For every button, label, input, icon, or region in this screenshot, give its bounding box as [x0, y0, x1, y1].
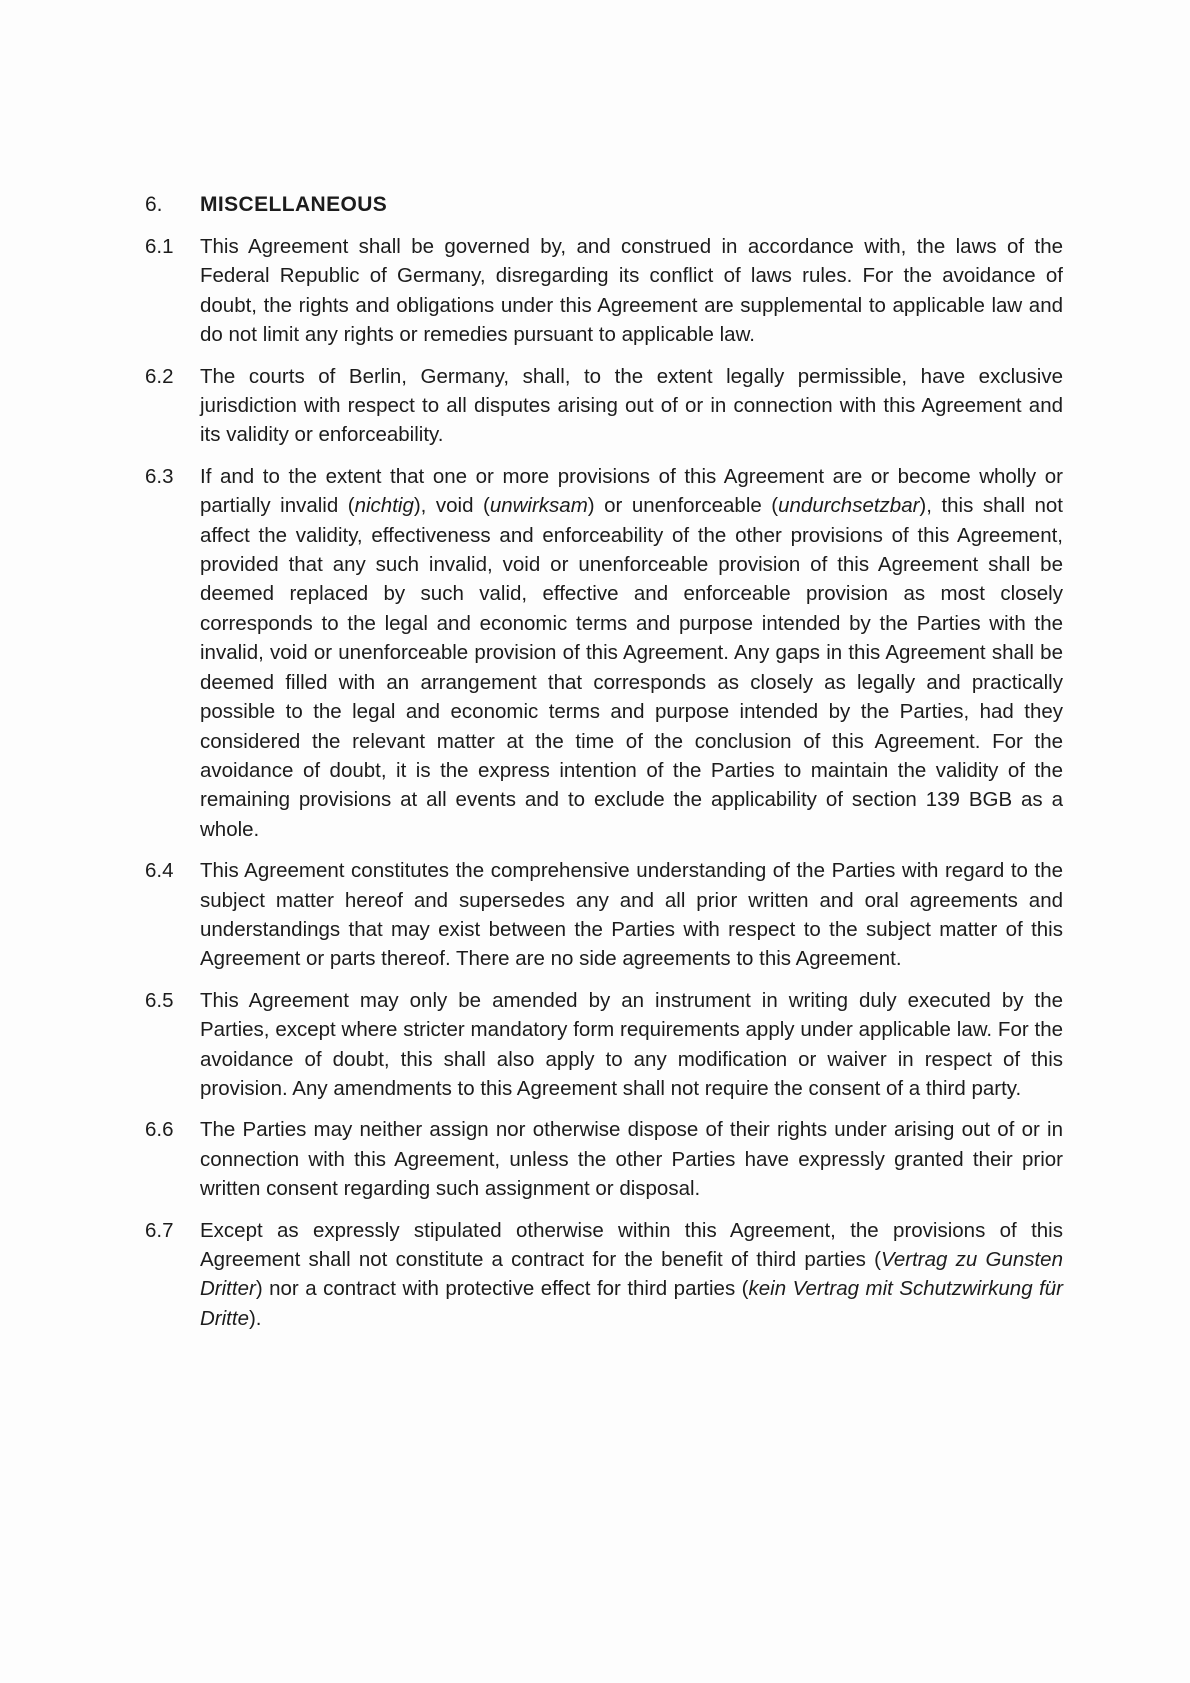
clause-text-run: This Agreement shall be governed by, and construed in accordance with, the laws of the Federal Republic of Germany, disregarding its conflict of laws rules. For the avoidance of doubt, the rights and obligations under this Agreement are supplemental to applicable law and do not limit any rights or remedies pursuant to applicable law. — [200, 235, 1063, 347]
section-title: MISCELLANEOUS — [200, 193, 388, 216]
clause-text-run: Except as expressly stipulated otherwise within this Agreement, the provisions of this Agreement shall not constitute a contract for the benefit of third parties ( — [200, 1218, 1063, 1271]
german-term: unwirksam — [489, 494, 588, 518]
clause-list — [145, 232, 1063, 1333]
clause-text — [200, 362, 1063, 450]
clause-6-4 — [145, 856, 1063, 974]
german-term: kein Vertrag mit Schutzwirkung für Dritte — [200, 1277, 1063, 1330]
clause-text — [200, 232, 1063, 350]
german-term: nichtig — [354, 494, 414, 518]
clause-text — [200, 1216, 1063, 1334]
clause-number: 6.2 — [145, 364, 174, 388]
clause-text-run: ). — [248, 1306, 262, 1330]
clause-6-3 — [145, 462, 1063, 844]
clause-text-run: If and to the extent that one or more provisions of this Agreement are or become wholly or partially invalid ( — [200, 464, 1063, 518]
document-body — [145, 190, 1063, 1345]
clause-text — [200, 462, 1063, 844]
section-number: 6. — [145, 193, 163, 216]
clause-6-1 — [145, 232, 1063, 350]
clause-number: 6.6 — [145, 1118, 174, 1142]
clause-text — [200, 856, 1063, 974]
clause-text-run: This Agreement constitutes the comprehensive understanding of the Parties with regard to the subject matter hereof and supersedes any and all prior written and oral agreements and understandings that may exist between the Parties with respect to the subject matter of this Agreement or parts thereof. There are no side agreements to this Agreement. — [200, 859, 1063, 971]
german-term: undurchsetzbar — [778, 494, 920, 518]
clause-text-run: The courts of Berlin, Germany, shall, to the extent legally permissible, have exclusive jurisdiction with respect to all disputes arising out of or in connection with this Agreement and its validity or enforceability. — [200, 364, 1063, 447]
clause-text-run: This Agreement may only be amended by an instrument in writing duly executed by the Parties, except where stricter mandatory form requirements apply under applicable law. For the avoidance of doubt, this shall also apply to any modification or waiver in respect of this provision. Any amendments to this Agreement shall not require the consent of a third party. — [200, 988, 1063, 1100]
clause-6-6 — [145, 1115, 1063, 1203]
clause-number: 6.4 — [145, 859, 174, 883]
clause-text-run: ), this shall not affect the validity, effectiveness and enforceability of the other provisions of this Agreement, provided that any such invalid, void or unenforceable provision of this Agreement shall be deemed replaced by such valid, effective and enforceable provision as most closely corresponds to the legal and economic terms and purpose intended by the Parties with the invalid, void or unenforceable provision of this Agreement. Any gaps in this Agreement shall be deemed filled with an arrangement that corresponds as closely as legally and practically possible to the legal and economic terms and purpose intended by the Parties, had they considered the relevant matter at the time of the conclusion of this Agreement. For the avoidance of doubt, it is the express intention of the Parties to maintain the validity of the remaining provisions at all events and to exclude the applicability of section 139 BGB as a whole. — [200, 494, 1064, 841]
clause-6-2 — [145, 362, 1063, 450]
german-term: Vertrag zu Gunsten Dritter — [200, 1248, 1063, 1301]
clause-text-run: ) nor a contract with protective effect for third parties ( — [255, 1277, 749, 1301]
clause-text-run: ), void ( — [413, 494, 490, 518]
clause-6-7 — [145, 1216, 1063, 1334]
clause-text-run: ) or unenforceable ( — [587, 494, 779, 518]
clause-text — [200, 986, 1063, 1104]
section-heading — [145, 190, 1063, 219]
clause-text-run: The Parties may neither assign nor otherwise dispose of their rights under arising out of or in connection with this Agreement, unless the other Parties have expressly granted their prior written consent regarding such assignment or disposal. — [200, 1118, 1063, 1201]
clause-number: 6.5 — [145, 988, 174, 1012]
clause-number: 6.3 — [145, 464, 174, 488]
clause-6-5 — [145, 986, 1063, 1104]
clause-text — [200, 1115, 1063, 1203]
clause-number: 6.1 — [145, 235, 174, 258]
clause-number: 6.7 — [145, 1218, 174, 1242]
